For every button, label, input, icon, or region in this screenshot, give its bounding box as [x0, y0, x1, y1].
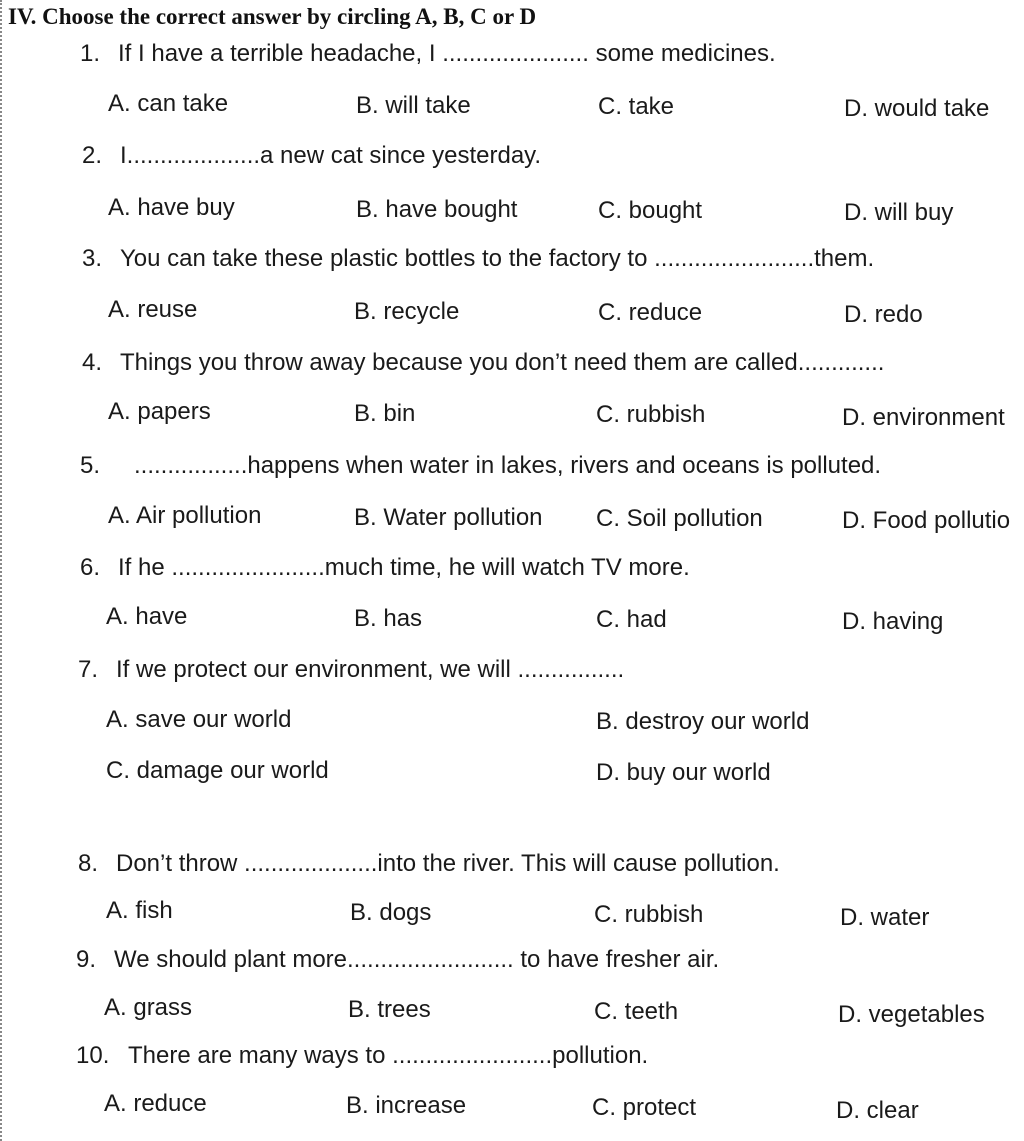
question-number: 3.	[82, 245, 103, 272]
option-3a[interactable]: A. reuse	[108, 296, 198, 323]
question-number: 2.	[82, 142, 103, 169]
option-1a[interactable]: A. can take	[108, 90, 229, 117]
question-number: 7.	[78, 656, 99, 683]
option-8a[interactable]: A. fish	[106, 897, 173, 924]
option-9c[interactable]: C. teeth	[594, 998, 679, 1025]
question-text: I....................a new cat since yesterday.	[120, 142, 542, 169]
option-5b[interactable]: B. Water pollution	[354, 504, 543, 531]
option-1d[interactable]: D. would take	[844, 95, 990, 122]
option-7a[interactable]: A. save our world	[106, 706, 292, 733]
option-4c[interactable]: C. rubbish	[596, 401, 706, 428]
option-9d[interactable]: D. vegetables	[838, 1001, 985, 1028]
question-number: 6.	[80, 554, 101, 581]
question-7	[78, 656, 624, 684]
option-1b[interactable]: B. will take	[356, 92, 471, 119]
question-text: There are many ways to ........................pollution.	[128, 1042, 649, 1069]
question-text: Don’t throw ....................into the river. This will cause pollution.	[116, 850, 780, 877]
option-10d[interactable]: D. clear	[836, 1097, 919, 1124]
option-4d[interactable]: D. environment	[842, 404, 1005, 431]
question-9	[76, 946, 719, 974]
question-4	[82, 349, 884, 377]
question-5	[80, 452, 881, 480]
option-6d[interactable]: D. having	[842, 608, 944, 635]
option-10c[interactable]: C. protect	[592, 1094, 697, 1121]
option-4a[interactable]: A. papers	[108, 398, 211, 425]
option-6c[interactable]: C. had	[596, 606, 667, 633]
question-3	[82, 245, 874, 273]
option-8d[interactable]: D. water	[840, 904, 930, 931]
option-1c[interactable]: C. take	[598, 93, 675, 120]
option-5a[interactable]: A. Air pollution	[108, 502, 262, 529]
question-text: We should plant more......................... to have fresher air.	[114, 946, 720, 973]
question-number: 9.	[76, 946, 97, 973]
question-text: Things you throw away because you don’t need them are called.............	[120, 349, 885, 376]
option-2a[interactable]: A. have buy	[108, 194, 235, 221]
question-text: If we protect our environment, we will ................	[116, 656, 625, 683]
question-2	[82, 142, 541, 170]
option-9a[interactable]: A. grass	[104, 994, 193, 1021]
option-5c[interactable]: C. Soil pollution	[596, 505, 763, 532]
option-2b[interactable]: B. have bought	[356, 196, 518, 223]
option-3c[interactable]: C. reduce	[598, 299, 703, 326]
section-heading: IV. Choose the correct answer by circling A, B, C or D	[8, 4, 537, 29]
option-7d[interactable]: D. buy our world	[596, 759, 771, 786]
option-3b[interactable]: B. recycle	[354, 298, 460, 325]
question-1	[80, 40, 776, 68]
question-number: 10.	[76, 1042, 110, 1069]
option-4b[interactable]: B. bin	[354, 400, 416, 427]
option-8c[interactable]: C. rubbish	[594, 901, 704, 928]
question-number: 8.	[78, 850, 99, 877]
question-text: If he .......................much time, he will watch TV more.	[118, 554, 690, 581]
question-8	[78, 850, 780, 878]
option-5d[interactable]: D. Food pollutio	[842, 507, 1011, 534]
option-3d[interactable]: D. redo	[844, 301, 923, 328]
question-6	[80, 554, 690, 582]
option-2d[interactable]: D. will buy	[844, 199, 954, 226]
question-number: 5.	[80, 452, 101, 479]
option-10b[interactable]: B. increase	[346, 1092, 467, 1119]
option-9b[interactable]: B. trees	[348, 996, 431, 1023]
question-text: If I have a terrible headache, I ...................... some medicines.	[118, 40, 776, 67]
question-text: .................happens when water in lakes, rivers and oceans is polluted.	[134, 452, 882, 479]
option-7c[interactable]: C. damage our world	[106, 757, 329, 784]
question-10	[76, 1042, 648, 1070]
question-text: You can take these plastic bottles to the factory to ........................them.	[120, 245, 875, 272]
question-number: 4.	[82, 349, 103, 376]
option-6a[interactable]: A. have	[106, 603, 188, 630]
question-number: 1.	[80, 40, 101, 67]
option-7b[interactable]: B. destroy our world	[596, 708, 810, 735]
option-6b[interactable]: B. has	[354, 605, 423, 632]
option-8b[interactable]: B. dogs	[350, 899, 432, 926]
option-2c[interactable]: C. bought	[598, 197, 703, 224]
option-10a[interactable]: A. reduce	[104, 1090, 207, 1117]
